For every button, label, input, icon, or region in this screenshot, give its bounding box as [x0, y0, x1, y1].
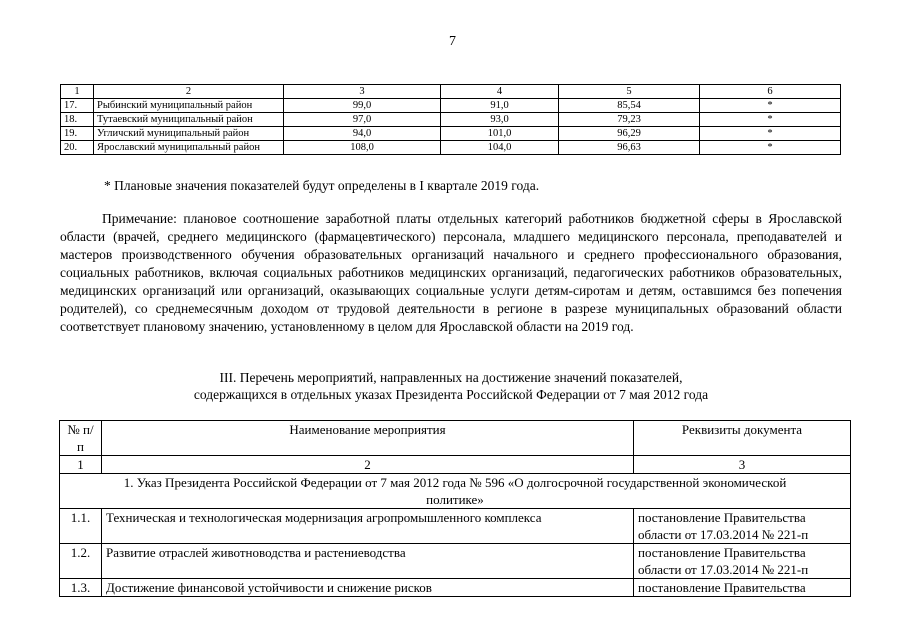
value-cell: *	[700, 127, 841, 141]
value-cell: 104,0	[441, 141, 559, 155]
document-details	[634, 579, 851, 597]
index-cell: 1	[60, 456, 102, 474]
document-details	[634, 544, 851, 579]
group-title-line: 1. Указ Президента Российской Федерации от 7 мая 2012 года № 596 «О долгосрочной государственной экономической	[123, 475, 787, 490]
table-header-row	[61, 85, 841, 99]
district-name: Тутаевский муниципальный район	[94, 113, 284, 127]
table-header-cell: 1	[61, 85, 94, 99]
table-row	[61, 127, 841, 141]
table-header-cell: 2	[94, 85, 284, 99]
index-cell: 2	[102, 456, 634, 474]
value-cell: 101,0	[441, 127, 559, 141]
table-header-cell: 4	[441, 85, 559, 99]
document-line: области от 17.03.2014 № 221-п	[638, 527, 809, 542]
district-name: Угличский муниципальный район	[94, 127, 284, 141]
header-number: № п/п	[60, 421, 102, 456]
header-document: Реквизиты документа	[634, 421, 851, 456]
note-paragraph: Примечание: плановое соотношение заработной платы отдельных категорий работников бюджетной сферы в Ярославской области (врачей, среднего медицинского (фармацевтического) персонала, младшего медицинского персонала, преподавателей и мастеров производственного обучения образовательных организаций начального и среднего профессионального образования, социальных работников, включая социальных работников медицинских организаций, педагогических работников образовательных, медицинских организаций или организаций, оказывающих социальные услуги детям-сиротам и детям, оставшимся без попечения родителей), со среднемесячным доходом от трудовой деятельности в регионе в разрезе муниципальных образований области соответствует плановому значению, установленному в целом для Ярославской области на 2019 год.	[60, 211, 842, 334]
table-header-row	[60, 421, 851, 456]
row-number: 1.2.	[60, 544, 102, 579]
document-line: постановление Правительства	[638, 510, 806, 525]
value-cell: 96,63	[559, 141, 700, 155]
table-index-row	[60, 456, 851, 474]
value-cell: *	[700, 113, 841, 127]
table-row	[61, 113, 841, 127]
table-group-row	[60, 474, 851, 509]
district-name: Ярославский муниципальный район	[94, 141, 284, 155]
indicators-table	[60, 84, 841, 155]
row-number: 19.	[61, 127, 94, 141]
measure-name: Развитие отраслей животноводства и растениеводства	[102, 544, 634, 579]
table-row	[61, 99, 841, 113]
value-cell: *	[700, 99, 841, 113]
row-number: 1.1.	[60, 509, 102, 544]
group-title-line: политике»	[426, 492, 484, 507]
measure-name: Техническая и технологическая модернизация агропромышленного комплекса	[102, 509, 634, 544]
table-header-cell: 5	[559, 85, 700, 99]
value-cell: 85,54	[559, 99, 700, 113]
row-number: 18.	[61, 113, 94, 127]
table-row	[61, 141, 841, 155]
table-header-cell: 6	[700, 85, 841, 99]
table-row	[60, 509, 851, 544]
section-title-line: содержащихся в отдельных указах Президента Российской Федерации от 7 мая 2012 года	[193, 387, 709, 402]
value-cell: *	[700, 141, 841, 155]
value-cell: 91,0	[441, 99, 559, 113]
footnote: * Плановые значения показателей будут определены в I квартале 2019 года.	[104, 178, 540, 193]
document-line: постановление Правительства	[638, 580, 806, 595]
table-row	[60, 544, 851, 579]
index-cell: 3	[634, 456, 851, 474]
value-cell: 94,0	[284, 127, 441, 141]
group-title	[60, 474, 851, 509]
document-line: области от 17.03.2014 № 221-п	[638, 562, 809, 577]
measure-name: Достижение финансовой устойчивости и снижение рисков	[102, 579, 634, 597]
value-cell: 99,0	[284, 99, 441, 113]
section-title-line: III. Перечень мероприятий, направленных на достижение значений показателей,	[219, 370, 683, 385]
value-cell: 97,0	[284, 113, 441, 127]
district-name: Рыбинский муниципальный район	[94, 99, 284, 113]
document-line: постановление Правительства	[638, 545, 806, 560]
value-cell: 96,29	[559, 127, 700, 141]
page-number: 7	[449, 34, 456, 49]
table-row	[60, 579, 851, 597]
header-measure-name: Наименование мероприятия	[102, 421, 634, 456]
table-header-cell: 3	[284, 85, 441, 99]
document-details	[634, 509, 851, 544]
value-cell: 79,23	[559, 113, 700, 127]
row-number: 20.	[61, 141, 94, 155]
value-cell: 108,0	[284, 141, 441, 155]
row-number: 1.3.	[60, 579, 102, 597]
measures-table	[59, 420, 851, 597]
section-title	[60, 369, 842, 403]
value-cell: 93,0	[441, 113, 559, 127]
row-number: 17.	[61, 99, 94, 113]
